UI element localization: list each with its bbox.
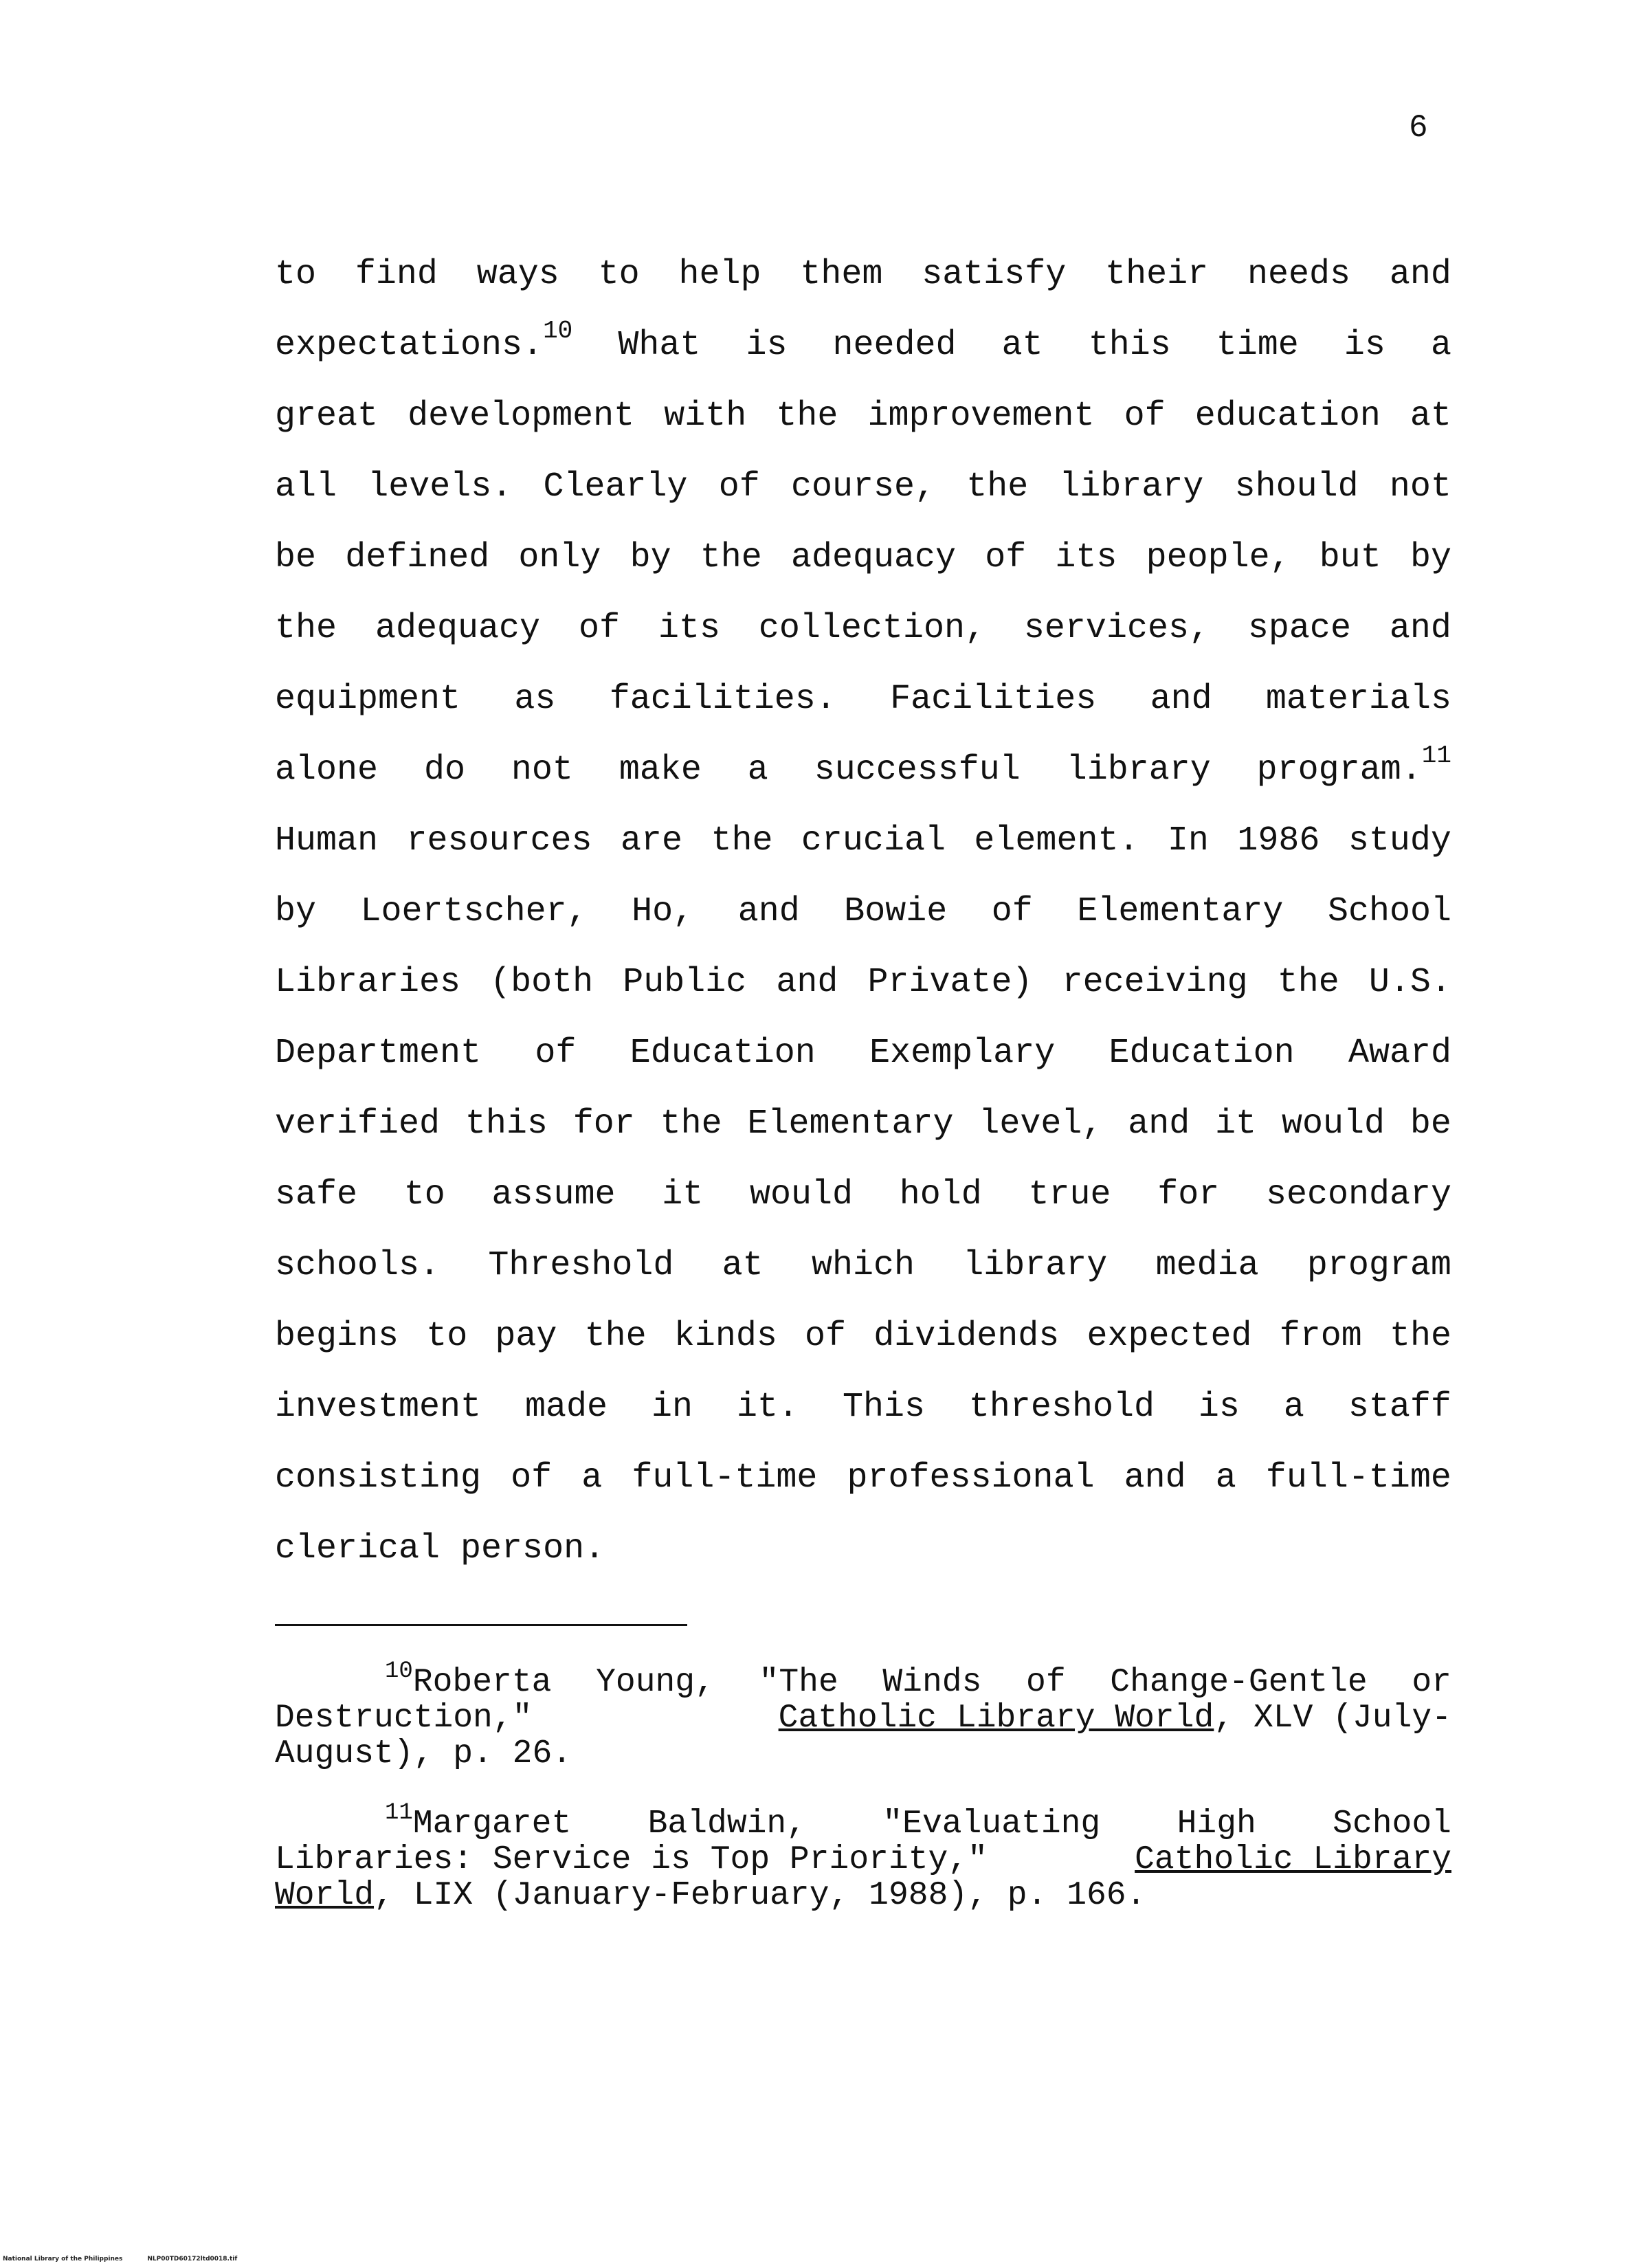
word: this	[465, 1104, 548, 1144]
word: it.	[736, 1388, 799, 1427]
word: of	[578, 609, 620, 648]
word: and	[1389, 255, 1451, 294]
word: by	[275, 892, 317, 931]
word: true	[1028, 1175, 1111, 1214]
word: the	[711, 821, 773, 860]
word: great	[275, 397, 379, 436]
word: not	[511, 751, 573, 790]
word: a	[1430, 326, 1451, 365]
word: for	[1157, 1175, 1220, 1214]
body-line	[275, 239, 1451, 310]
body-line	[275, 1089, 1451, 1159]
word: is	[1344, 326, 1385, 365]
word: Change-Gentle	[1110, 1664, 1368, 1701]
word: defined	[345, 538, 490, 577]
word: its	[1055, 538, 1117, 577]
word: people,	[1146, 538, 1291, 577]
body-line	[275, 1301, 1451, 1372]
word: would	[749, 1175, 853, 1214]
word: a	[1283, 1388, 1304, 1427]
word: media	[1155, 1246, 1259, 1285]
word: the	[660, 1104, 722, 1144]
line-start	[275, 310, 572, 381]
footnote-line	[275, 1658, 1451, 1701]
word: of	[985, 538, 1027, 577]
word: adequacy	[790, 538, 957, 577]
word: levels.	[368, 467, 513, 507]
word: the	[776, 397, 838, 436]
word: Exemplary	[869, 1034, 1056, 1073]
word: and	[737, 892, 800, 931]
word: be	[275, 538, 317, 577]
word: do	[423, 751, 465, 790]
word: schools.	[275, 1246, 441, 1285]
word: Libraries	[275, 963, 461, 1002]
word: threshold	[968, 1388, 1155, 1427]
word: of	[991, 892, 1033, 931]
program-word	[1257, 735, 1451, 805]
footnote-line	[275, 1842, 1451, 1878]
word: in	[652, 1388, 693, 1427]
word: the	[700, 538, 762, 577]
word: needed	[832, 326, 957, 365]
word: and	[1128, 1104, 1190, 1144]
word: "The	[759, 1664, 838, 1701]
word: What	[618, 326, 701, 365]
body-line	[275, 381, 1451, 452]
scan-file-id: NLP00TD60172ltd0018.tif	[147, 2256, 238, 2263]
word: Elementary	[747, 1104, 954, 1144]
word: or	[1412, 1664, 1451, 1701]
word: by	[1410, 538, 1451, 577]
body-line	[275, 947, 1451, 1018]
word: alone	[275, 751, 379, 790]
footnote-ref-11[interactable]: 11	[1421, 742, 1451, 770]
citation-title	[779, 1700, 1451, 1736]
word: 1986	[1237, 821, 1320, 860]
footnote-lead	[385, 1800, 572, 1843]
word: staff	[1348, 1388, 1451, 1427]
word: space	[1247, 609, 1351, 648]
word: Award	[1348, 1034, 1451, 1073]
word: of	[1124, 397, 1166, 436]
word: equipment	[275, 680, 461, 719]
footnote-text: Libraries: Service is Top Priority,"	[275, 1841, 988, 1878]
word: satisfy	[922, 255, 1067, 294]
footnote-divider	[275, 1624, 687, 1626]
word: library	[1066, 751, 1211, 790]
word: materials	[1265, 680, 1451, 719]
word: In	[1167, 821, 1209, 860]
footnotes	[275, 1658, 1451, 1948]
page-number: 6	[1409, 110, 1428, 146]
word: their	[1105, 255, 1209, 294]
word: U.S.	[1368, 963, 1451, 1002]
word: This	[842, 1388, 925, 1427]
word: by	[630, 538, 671, 577]
word: Bowie	[844, 892, 948, 931]
word: it	[1215, 1104, 1257, 1144]
word: expected	[1087, 1317, 1252, 1356]
word: dividends	[873, 1317, 1060, 1356]
word: of	[535, 1034, 577, 1073]
word: the	[1277, 963, 1339, 1002]
word: Baldwin,	[647, 1805, 807, 1843]
word: "Evaluating	[882, 1805, 1101, 1843]
word: element.	[974, 821, 1139, 860]
word: but	[1319, 538, 1381, 577]
word: are	[620, 821, 682, 860]
word: (both	[490, 963, 594, 1002]
footnote-number: 11	[385, 1800, 413, 1826]
word: the	[966, 467, 1029, 507]
word: make	[619, 751, 702, 790]
body-line	[275, 593, 1451, 664]
word: full-time	[1265, 1458, 1451, 1498]
word: at	[1001, 326, 1043, 365]
body-line	[275, 1513, 1451, 1584]
word: and	[1389, 609, 1451, 648]
word: find	[355, 255, 438, 294]
word: study	[1348, 821, 1451, 860]
word: improvement	[867, 397, 1095, 436]
footnote-10	[275, 1658, 1451, 1772]
footnote-line	[275, 1878, 1451, 1913]
word: as	[514, 680, 556, 719]
footnote-number: 10	[385, 1658, 413, 1685]
word: secondary	[1265, 1175, 1451, 1214]
word: library	[1059, 467, 1204, 507]
word: would	[1281, 1104, 1385, 1144]
body-line	[275, 805, 1451, 876]
body-line	[275, 664, 1451, 735]
word: which	[811, 1246, 915, 1285]
word: the	[1389, 1317, 1451, 1356]
word: and	[776, 963, 838, 1002]
word: Education	[630, 1034, 816, 1073]
footnote-line: August), p. 26.	[275, 1735, 572, 1772]
word: safe	[275, 1175, 358, 1214]
word: pay	[495, 1317, 557, 1356]
word: time	[1216, 326, 1299, 365]
footnote-ref-10[interactable]: 10	[543, 317, 573, 345]
word: Winds	[882, 1664, 982, 1701]
word: crucial	[801, 821, 946, 860]
word: investment	[275, 1388, 482, 1427]
word: services,	[1023, 609, 1210, 648]
word: facilities.	[609, 680, 836, 719]
word: and	[1150, 680, 1212, 719]
word: development	[408, 397, 635, 436]
word: resources	[406, 821, 592, 860]
word: full-time	[632, 1458, 818, 1498]
word: library	[963, 1246, 1108, 1285]
word: and	[1124, 1458, 1186, 1498]
footnote-text: , LIX (January-February, 1988), p. 166.	[374, 1877, 1146, 1914]
word: a	[747, 751, 768, 790]
word: at	[1410, 397, 1451, 436]
word: Department	[275, 1034, 482, 1073]
body-line	[275, 522, 1451, 593]
word: a	[581, 1458, 603, 1498]
word: education	[1194, 397, 1381, 436]
word: the	[275, 609, 337, 648]
word: it	[662, 1175, 704, 1214]
word: Human	[275, 821, 379, 860]
word: Loertscher,	[360, 892, 588, 931]
word: Public	[623, 963, 747, 1002]
word: begins	[275, 1317, 399, 1356]
journal-title: Catholic Library	[1135, 1841, 1451, 1878]
word: the	[584, 1317, 647, 1356]
word: Private)	[867, 963, 1033, 1002]
word: kinds	[673, 1317, 777, 1356]
word: needs	[1247, 255, 1351, 294]
word: level,	[979, 1104, 1103, 1144]
scan-source: National Library of the Philippines	[3, 2256, 123, 2263]
word: of	[805, 1317, 847, 1356]
body-line	[275, 1018, 1451, 1089]
word: should	[1234, 467, 1359, 507]
word: all	[275, 467, 337, 507]
word: its	[658, 609, 720, 648]
scan-footer	[3, 2256, 237, 2263]
word: help	[678, 255, 761, 294]
word: program	[1306, 1246, 1451, 1285]
body-line	[275, 1443, 1451, 1513]
body-line	[275, 1372, 1451, 1443]
footnote-lead	[385, 1658, 552, 1701]
body-line	[275, 310, 1451, 381]
word: collection,	[758, 609, 985, 648]
word: to	[403, 1175, 445, 1214]
word: School	[1327, 892, 1451, 931]
word: Clearly	[543, 467, 688, 507]
word: be	[1410, 1104, 1451, 1144]
word: of	[511, 1458, 553, 1498]
footnote-first-word: Roberta	[412, 1664, 552, 1701]
word: Young,	[596, 1664, 715, 1701]
word: at	[722, 1246, 764, 1285]
body-line	[275, 735, 1451, 805]
word: a	[1215, 1458, 1236, 1498]
word: receiving	[1062, 963, 1248, 1002]
body-line	[275, 452, 1451, 522]
word: Elementary	[1077, 892, 1284, 931]
footnote-11	[275, 1800, 1451, 1914]
word: Facilities	[890, 680, 1097, 719]
word: this	[1088, 326, 1171, 365]
footnote-text: Destruction,"	[275, 1700, 533, 1737]
body-line	[275, 1159, 1451, 1230]
word: for	[572, 1104, 635, 1144]
word: to	[275, 255, 317, 294]
word: is	[1198, 1388, 1240, 1427]
word: course,	[790, 467, 935, 507]
word: clerical person.	[275, 1529, 605, 1568]
word: Ho,	[632, 892, 694, 931]
expectations-word: expectations.	[275, 326, 544, 365]
journal-title: World	[275, 1877, 375, 1914]
word: consisting	[275, 1458, 482, 1498]
footnote-line	[275, 1800, 1451, 1843]
word: professional	[847, 1458, 1095, 1498]
word: ways	[476, 255, 559, 294]
word: not	[1389, 467, 1451, 507]
word: made	[525, 1388, 608, 1427]
word: program.	[1256, 751, 1422, 790]
body-line	[275, 1230, 1451, 1301]
word: to	[598, 255, 640, 294]
body-line	[275, 876, 1451, 947]
word: successful	[814, 751, 1021, 790]
word: them	[800, 255, 883, 294]
footnote-text: , XLV (July-	[1214, 1700, 1451, 1737]
word: School	[1333, 1805, 1451, 1843]
body-text	[275, 239, 1451, 1584]
word: verified	[275, 1104, 441, 1144]
word: of	[718, 467, 760, 507]
word: adequacy	[375, 609, 541, 648]
word: High	[1177, 1805, 1256, 1843]
footnote-first-word: Margaret	[412, 1805, 572, 1843]
word: with	[664, 397, 747, 436]
word: Threshold	[488, 1246, 674, 1285]
word: hold	[899, 1175, 982, 1214]
footnote-line	[275, 1700, 1451, 1736]
word: is	[746, 326, 788, 365]
word: from	[1279, 1317, 1362, 1356]
journal-title: Catholic Library World	[778, 1700, 1214, 1737]
word: assume	[491, 1175, 616, 1214]
word: Education	[1109, 1034, 1295, 1073]
word: only	[518, 538, 601, 577]
word: of	[1026, 1664, 1066, 1701]
word: to	[426, 1317, 468, 1356]
